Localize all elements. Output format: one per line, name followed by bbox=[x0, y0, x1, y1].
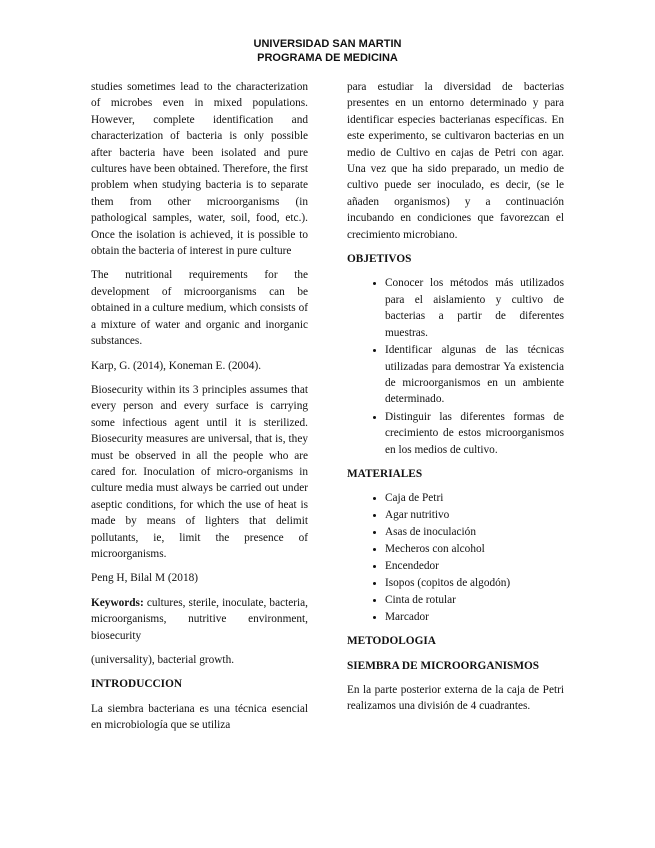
list-item: • Encendedor bbox=[385, 558, 564, 574]
paragraph-biosecurity: Biosecurity within its 3 principles assumes that every person and every surface is carrying some infectious agent until it is sterilized. Biosecurity measures are universal, that is, they must be observed in all the people who are cared for. Inoculation of micro-organisms in culture media must always be carried out under aseptic conditions, for which the use of heat is made by means of lighters that delimit pollutants, ie, limit the presence of microorganisms. bbox=[91, 383, 308, 560]
list-item: • Identificar algunas de las técnicas utilizadas para demostrar Ya existencia de microorganismos en un ambiente determinado. bbox=[385, 342, 564, 408]
university-name: UNIVERSIDAD SAN MARTIN bbox=[253, 38, 402, 50]
keywords-label: Keywords: bbox=[91, 596, 144, 609]
list-item: • Isopos (copitos de algodón) bbox=[385, 575, 564, 591]
materiales-list bbox=[347, 490, 564, 625]
materiales-heading: MATERIALES bbox=[347, 467, 423, 480]
page-header bbox=[0, 37, 655, 65]
introduccion-heading: INTRODUCCION bbox=[91, 678, 183, 691]
list-item: • Caja de Petri bbox=[385, 490, 564, 506]
right-column bbox=[347, 79, 564, 723]
reference-peng: Peng H, Bilal M (2018) bbox=[91, 572, 199, 585]
paragraph-nutrition: The nutritional requirements for the development of microorganisms can be obtained in a culture medium, which consists of a mixture of water and organic and inorganic substances. bbox=[91, 269, 308, 348]
keywords-text: cultures, sterile, inoculate, bacteria, microorganisms, nutritive environment, biosecurity bbox=[91, 596, 309, 642]
list-item: • Asas de inoculación bbox=[385, 524, 564, 540]
reference-karp: Karp, G. (2014), Koneman E. (2004). bbox=[91, 359, 262, 372]
list-item: • Agar nutritivo bbox=[385, 507, 564, 523]
intro-paragraph: La siembra bacteriana es una técnica esencial en microbiología que se utiliza bbox=[91, 702, 308, 732]
keywords-paragraph bbox=[91, 595, 308, 644]
list-item: • Marcador bbox=[385, 609, 564, 625]
objetivos-list bbox=[347, 275, 564, 457]
list-item: • Mecheros con alcohol bbox=[385, 541, 564, 557]
siembra-heading: SIEMBRA DE MICROORGANISMOS bbox=[347, 659, 540, 672]
list-item: • Cinta de rotular bbox=[385, 592, 564, 608]
list-item: • Conocer los métodos más utilizados para el aislamiento y cultivo de bacterias a partir de diferentes muestras. bbox=[385, 275, 564, 341]
objetivos-heading: OBJETIVOS bbox=[347, 253, 412, 266]
keywords-continuation: (universality), bacterial growth. bbox=[91, 654, 235, 666]
paragraph-siembra-intro: para estudiar la diversidad de bacterias presentes en un entorno determinado y para identificar especies bacterianas específicas. En este experimento, se cultivaron bacterias en un medio de Cultivo en cajas de Petri con agar. Una vez que ha sido preparado, un medio de cultivo puede ser inoculado, es decir, (se le añaden organismos) y a continuación incubando en condiciones que favorezcan el crecimiento microbiano. bbox=[347, 81, 564, 241]
left-column bbox=[91, 79, 308, 742]
metodologia-heading: METODOLOGIA bbox=[347, 635, 436, 648]
paragraph-isolation: studies sometimes lead to the characterization of microbes even in mixed populations. However, complete identification and characterization of bacteria is only possible after bacteria have been isolated and pure cultures have been obtained. Therefore, the first problem when studying bacteria is to separate them from other microorganisms (in pathological samples, water, soil, food, etc.). Once the isolation is achieved, it is possible to obtain the bacteria of interest in pure culture bbox=[91, 81, 308, 258]
list-item: • Distinguir las diferentes formas de crecimiento de estos microorganismos en los medios de cultivo. bbox=[385, 409, 564, 458]
program-name: PROGRAMA DE MEDICINA bbox=[257, 52, 398, 64]
siembra-paragraph: En la parte posterior externa de la caja de Petri realizamos una división de 4 cuadrantes. bbox=[347, 683, 564, 713]
